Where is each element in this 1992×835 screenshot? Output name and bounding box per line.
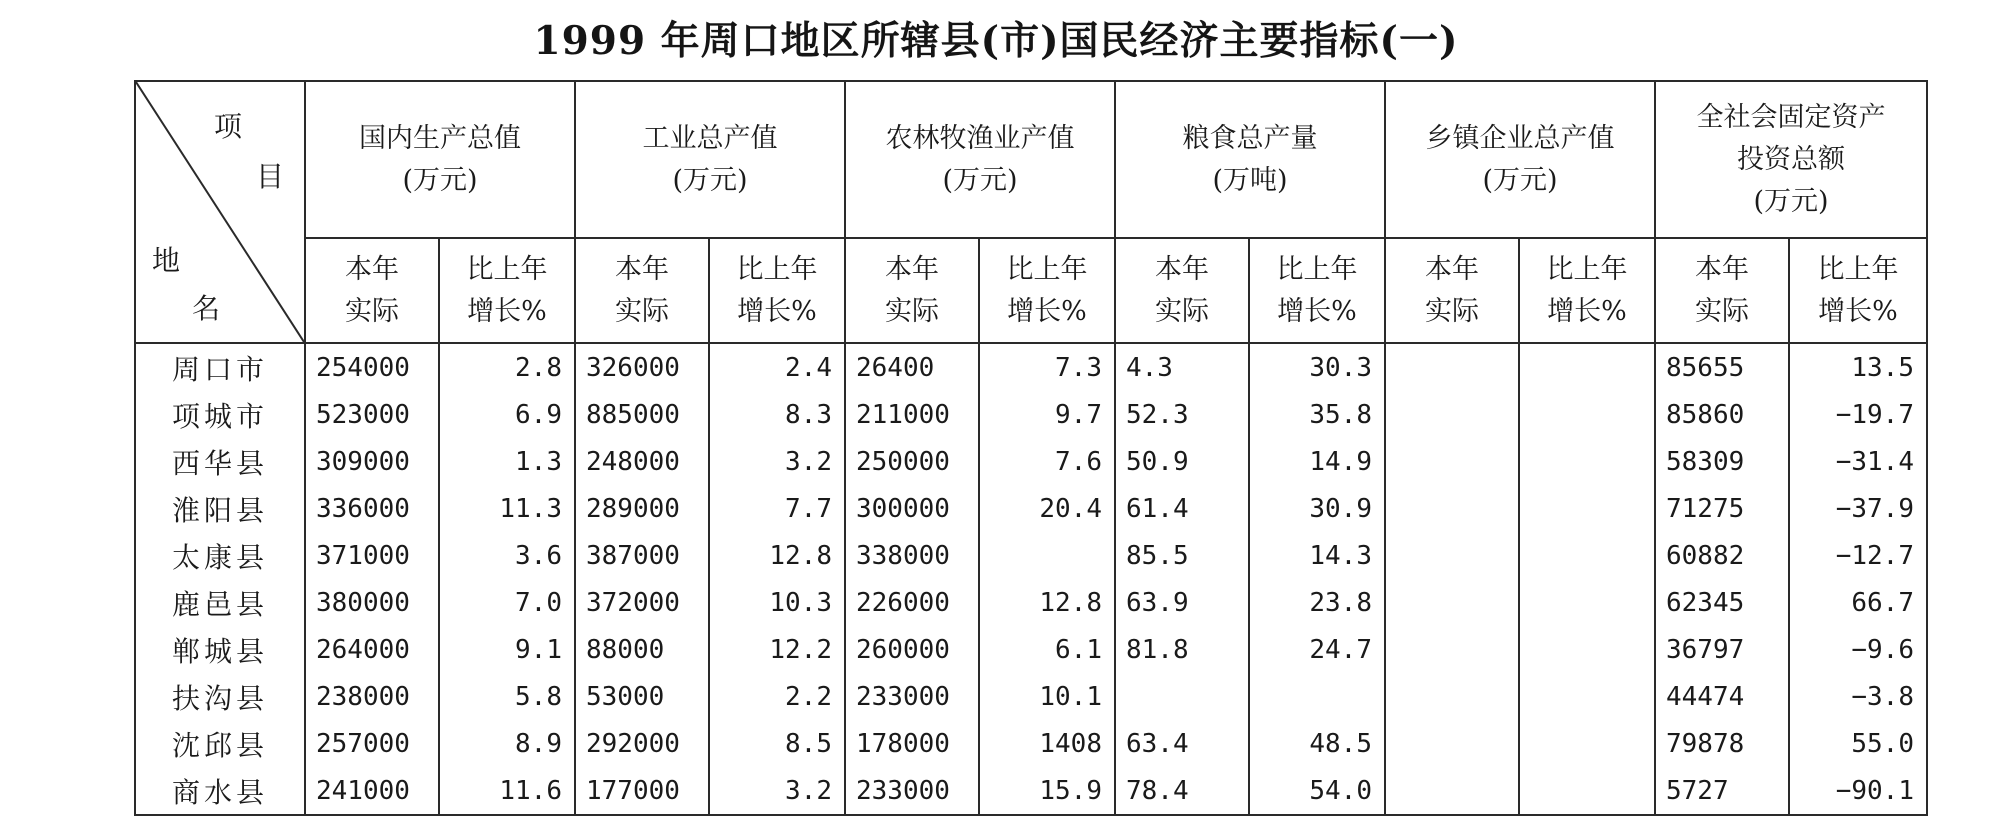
group-header-3 (1115, 81, 1385, 238)
current-value-cell: 63.9 (1115, 579, 1249, 626)
current-value-cell: 292000 (575, 720, 709, 767)
growth-value-cell (1519, 343, 1655, 391)
sub-header-current (1655, 238, 1789, 343)
growth-value-cell: −90.1 (1789, 767, 1927, 815)
group-header-line: 全社会固定资产 (1696, 101, 1886, 133)
growth-value-cell: −31.4 (1789, 438, 1927, 485)
group-header-line: (万吨) (1212, 164, 1288, 196)
sub-header-line: 实际 (1155, 295, 1209, 327)
growth-value-cell: 9.1 (439, 626, 575, 673)
growth-value-cell (1519, 532, 1655, 579)
group-header-line: (万元) (1482, 164, 1558, 196)
group-header-line: 投资总额 (1737, 143, 1845, 175)
current-value-cell (1385, 579, 1519, 626)
current-value-cell: 53000 (575, 673, 709, 720)
growth-value-cell: 3.6 (439, 532, 575, 579)
county-name-cell: 沈邱县 (135, 720, 305, 767)
growth-value-cell: 9.7 (979, 391, 1115, 438)
sub-header-line: 比上年 (1546, 253, 1628, 285)
current-value-cell: 88000 (575, 626, 709, 673)
current-value-cell (1385, 343, 1519, 391)
current-value-cell: 371000 (305, 532, 439, 579)
county-name-cell: 项城市 (135, 391, 305, 438)
current-value-cell: 36797 (1655, 626, 1789, 673)
growth-value-cell: 15.9 (979, 767, 1115, 815)
growth-value-cell: 2.2 (709, 673, 845, 720)
growth-value-cell: −37.9 (1789, 485, 1927, 532)
current-value-cell: 387000 (575, 532, 709, 579)
sub-header-line: 本年 (1155, 253, 1209, 285)
current-value-cell: 177000 (575, 767, 709, 815)
growth-value-cell (1519, 391, 1655, 438)
sub-header-line: 实际 (615, 295, 669, 327)
growth-value-cell (1519, 438, 1655, 485)
sub-header-line: 比上年 (736, 253, 818, 285)
growth-value-cell: 5.8 (439, 673, 575, 720)
current-value-cell: 233000 (845, 767, 979, 815)
current-value-cell (1115, 673, 1249, 720)
current-value-cell: 52.3 (1115, 391, 1249, 438)
growth-value-cell: −19.7 (1789, 391, 1927, 438)
county-name-cell: 淮阳县 (135, 485, 305, 532)
current-value-cell: 58309 (1655, 438, 1789, 485)
current-value-cell: 248000 (575, 438, 709, 485)
growth-value-cell (1519, 673, 1655, 720)
growth-value-cell (1519, 720, 1655, 767)
current-value-cell: 85860 (1655, 391, 1789, 438)
current-value-cell: 241000 (305, 767, 439, 815)
growth-value-cell: 7.7 (709, 485, 845, 532)
current-value-cell: 81.8 (1115, 626, 1249, 673)
current-value-cell: 26400 (845, 343, 979, 391)
current-value-cell: 372000 (575, 579, 709, 626)
growth-value-cell: 55.0 (1789, 720, 1927, 767)
growth-value-cell: 30.9 (1249, 485, 1385, 532)
growth-value-cell: 7.6 (979, 438, 1115, 485)
growth-value-cell (979, 532, 1115, 579)
current-value-cell: 78.4 (1115, 767, 1249, 815)
group-header-2 (845, 81, 1115, 238)
county-name-cell: 太康县 (135, 532, 305, 579)
group-header-line: 国内生产总值 (359, 122, 521, 154)
current-value-cell: 211000 (845, 391, 979, 438)
sub-header-line: 比上年 (1276, 253, 1358, 285)
sub-header-line: 增长% (1277, 295, 1357, 327)
sub-header-line: 增长% (1007, 295, 1087, 327)
group-header-line: 粮食总产量 (1182, 122, 1318, 154)
current-value-cell: 226000 (845, 579, 979, 626)
current-value-cell: 336000 (305, 485, 439, 532)
table-row (135, 626, 1927, 673)
growth-value-cell: 35.8 (1249, 391, 1385, 438)
growth-value-cell: 2.8 (439, 343, 575, 391)
current-value-cell: 63.4 (1115, 720, 1249, 767)
indicators-table (134, 80, 1928, 816)
growth-value-cell: 6.9 (439, 391, 575, 438)
growth-value-cell (1519, 485, 1655, 532)
current-value-cell (1385, 673, 1519, 720)
current-value-cell (1385, 532, 1519, 579)
current-value-cell: 178000 (845, 720, 979, 767)
county-name-cell: 商水县 (135, 767, 305, 815)
sub-header-line: 比上年 (1006, 253, 1088, 285)
growth-value-cell: 3.2 (709, 767, 845, 815)
current-value-cell (1385, 767, 1519, 815)
current-value-cell (1385, 720, 1519, 767)
county-name-cell: 郸城县 (135, 626, 305, 673)
group-header-line: 工业总产值 (642, 122, 778, 154)
current-value-cell: 885000 (575, 391, 709, 438)
group-header-1 (575, 81, 845, 238)
current-value-cell: 250000 (845, 438, 979, 485)
current-value-cell: 338000 (845, 532, 979, 579)
sub-header-growth (1249, 238, 1385, 343)
group-header-5 (1655, 81, 1927, 238)
table-row (135, 720, 1927, 767)
sub-header-line: 本年 (615, 253, 669, 285)
sub-header-current (1385, 238, 1519, 343)
sub-header-line: 增长% (1547, 295, 1627, 327)
current-value-cell: 44474 (1655, 673, 1789, 720)
sub-header-line: 本年 (885, 253, 939, 285)
corner-header-cell (135, 81, 305, 343)
current-value-cell: 326000 (575, 343, 709, 391)
corner-label-mu: 目 (256, 160, 285, 193)
growth-value-cell: 1.3 (439, 438, 575, 485)
growth-value-cell: −12.7 (1789, 532, 1927, 579)
corner-label-xiang: 项 (214, 110, 243, 143)
sub-header-growth (1519, 238, 1655, 343)
growth-value-cell: 23.8 (1249, 579, 1385, 626)
group-header-line: (万元) (942, 164, 1018, 196)
current-value-cell: 4.3 (1115, 343, 1249, 391)
group-header-line: 乡镇企业总产值 (1425, 122, 1615, 154)
sub-header-line: 增长% (1818, 295, 1898, 327)
growth-value-cell: 12.2 (709, 626, 845, 673)
current-value-cell: 523000 (305, 391, 439, 438)
county-name-cell: 周口市 (135, 343, 305, 391)
sub-header-line: 实际 (885, 295, 939, 327)
current-value-cell: 233000 (845, 673, 979, 720)
growth-value-cell: 6.1 (979, 626, 1115, 673)
table-row (135, 485, 1927, 532)
growth-value-cell (1519, 767, 1655, 815)
growth-value-cell: 12.8 (709, 532, 845, 579)
table-row (135, 391, 1927, 438)
growth-value-cell: 11.6 (439, 767, 575, 815)
group-header-line: (万元) (1753, 185, 1829, 217)
growth-value-cell: 48.5 (1249, 720, 1385, 767)
growth-value-cell: 8.3 (709, 391, 845, 438)
growth-value-cell: 13.5 (1789, 343, 1927, 391)
sub-header-growth (979, 238, 1115, 343)
growth-value-cell: 2.4 (709, 343, 845, 391)
growth-value-cell: 14.9 (1249, 438, 1385, 485)
growth-value-cell: −9.6 (1789, 626, 1927, 673)
sub-header-line: 实际 (1425, 295, 1479, 327)
group-header-0 (305, 81, 575, 238)
growth-value-cell: 66.7 (1789, 579, 1927, 626)
county-name-cell: 西华县 (135, 438, 305, 485)
growth-value-cell: 8.5 (709, 720, 845, 767)
growth-value-cell: 24.7 (1249, 626, 1385, 673)
sub-header-line: 比上年 (1817, 253, 1899, 285)
growth-value-cell: 7.3 (979, 343, 1115, 391)
current-value-cell: 254000 (305, 343, 439, 391)
sub-header-current (575, 238, 709, 343)
county-name-cell: 扶沟县 (135, 673, 305, 720)
current-value-cell: 79878 (1655, 720, 1789, 767)
sub-header-line: 实际 (1695, 295, 1749, 327)
table-title: 1999 年周口地区所辖县(市)国民经济主要指标(一) (533, 18, 1459, 64)
current-value-cell: 71275 (1655, 485, 1789, 532)
sub-header-line: 本年 (1425, 253, 1479, 285)
current-value-cell: 50.9 (1115, 438, 1249, 485)
growth-value-cell: 3.2 (709, 438, 845, 485)
growth-value-cell: 54.0 (1249, 767, 1385, 815)
current-value-cell: 289000 (575, 485, 709, 532)
current-value-cell (1385, 391, 1519, 438)
current-value-cell: 238000 (305, 673, 439, 720)
current-value-cell: 60882 (1655, 532, 1789, 579)
corner-label-di: 地 (152, 244, 181, 277)
sub-header-current (845, 238, 979, 343)
sub-header-current (305, 238, 439, 343)
growth-value-cell: 7.0 (439, 579, 575, 626)
sub-header-current (1115, 238, 1249, 343)
group-header-line: (万元) (672, 164, 748, 196)
table-row (135, 673, 1927, 720)
growth-value-cell: 11.3 (439, 485, 575, 532)
growth-value-cell: 30.3 (1249, 343, 1385, 391)
sub-header-growth (1789, 238, 1927, 343)
current-value-cell: 85655 (1655, 343, 1789, 391)
table-row (135, 343, 1927, 391)
table-row (135, 532, 1927, 579)
current-value-cell: 300000 (845, 485, 979, 532)
current-value-cell (1385, 626, 1519, 673)
current-value-cell: 264000 (305, 626, 439, 673)
current-value-cell: 380000 (305, 579, 439, 626)
growth-value-cell: 10.3 (709, 579, 845, 626)
current-value-cell: 61.4 (1115, 485, 1249, 532)
corner-label-ming: 名 (192, 292, 221, 325)
growth-value-cell: 20.4 (979, 485, 1115, 532)
growth-value-cell: 1408 (979, 720, 1115, 767)
current-value-cell: 257000 (305, 720, 439, 767)
group-header-4 (1385, 81, 1655, 238)
table-row (135, 767, 1927, 815)
growth-value-cell: 8.9 (439, 720, 575, 767)
current-value-cell (1385, 485, 1519, 532)
sub-header-growth (439, 238, 575, 343)
growth-value-cell (1249, 673, 1385, 720)
sub-header-line: 增长% (737, 295, 817, 327)
current-value-cell: 260000 (845, 626, 979, 673)
table-row (135, 579, 1927, 626)
group-header-line: 农林牧渔业产值 (885, 122, 1075, 154)
current-value-cell: 309000 (305, 438, 439, 485)
sub-header-line: 本年 (1695, 253, 1749, 285)
sub-header-line: 比上年 (466, 253, 548, 285)
growth-value-cell: 12.8 (979, 579, 1115, 626)
growth-value-cell: 14.3 (1249, 532, 1385, 579)
sub-header-line: 本年 (345, 253, 399, 285)
sub-header-line: 实际 (345, 295, 399, 327)
current-value-cell: 62345 (1655, 579, 1789, 626)
sub-header-growth (709, 238, 845, 343)
current-value-cell: 85.5 (1115, 532, 1249, 579)
growth-value-cell (1519, 626, 1655, 673)
current-value-cell: 5727 (1655, 767, 1789, 815)
growth-value-cell: −3.8 (1789, 673, 1927, 720)
current-value-cell (1385, 438, 1519, 485)
table-row (135, 438, 1927, 485)
growth-value-cell (1519, 579, 1655, 626)
county-name-cell: 鹿邑县 (135, 579, 305, 626)
group-header-line: (万元) (402, 164, 478, 196)
growth-value-cell: 10.1 (979, 673, 1115, 720)
sub-header-line: 增长% (467, 295, 547, 327)
